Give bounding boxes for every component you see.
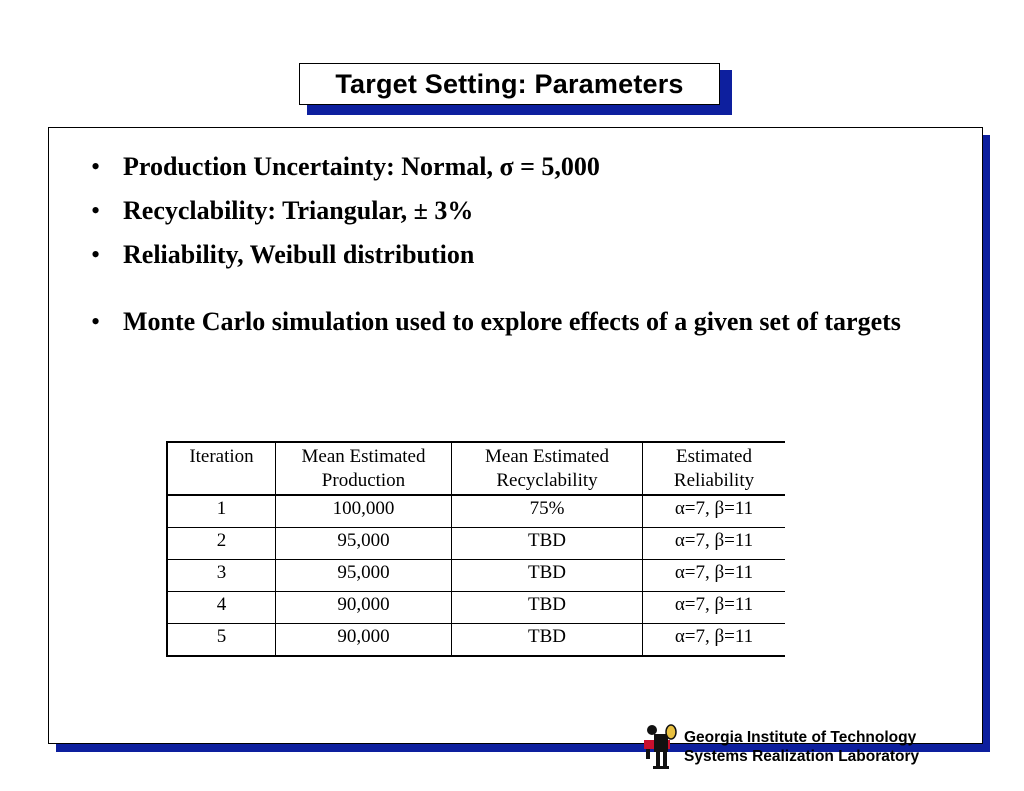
bullet-dot: • [91, 196, 101, 225]
cell-reliability: α=7, β=11 [643, 528, 786, 560]
bullet-item [91, 305, 911, 338]
parameters-table [166, 441, 785, 657]
cell-reliability: α=7, β=11 [643, 495, 786, 528]
table-row [167, 624, 785, 657]
logo-leg-left [656, 752, 660, 766]
bullet-item [91, 194, 911, 227]
bullet-item [91, 238, 911, 271]
bullet-text: Recyclability: Triangular, ± 3% [123, 196, 474, 225]
cell-recyclability: 75% [452, 495, 643, 528]
cell-reliability: α=7, β=11 [643, 592, 786, 624]
table-header-row [167, 442, 785, 495]
cell-reliability: α=7, β=11 [643, 624, 786, 657]
bullet-text: Monte Carlo simulation used to explore effects of a given set of targets [123, 307, 901, 336]
header-production: Mean Estimated Production [276, 442, 452, 495]
header-iteration: Iteration [167, 442, 276, 495]
logo-leg-right [663, 752, 667, 766]
table-row [167, 592, 785, 624]
cell-iteration: 5 [167, 624, 276, 657]
table-row [167, 560, 785, 592]
cell-iteration: 1 [167, 495, 276, 528]
bullet-item [91, 150, 911, 183]
logo-head [647, 725, 657, 735]
logo-body [654, 734, 668, 752]
logo-wing [666, 725, 676, 739]
cell-recyclability: TBD [452, 528, 643, 560]
cell-production: 90,000 [276, 624, 452, 657]
table-row [167, 528, 785, 560]
logo-arm [646, 749, 650, 759]
cell-recyclability: TBD [452, 624, 643, 657]
cell-reliability: α=7, β=11 [643, 560, 786, 592]
cell-production: 90,000 [276, 592, 452, 624]
header-recyclability: Mean Estimated Recyclability [452, 442, 643, 495]
slide-title: Target Setting: Parameters [335, 68, 684, 99]
institution-name: Georgia Institute of Technology [684, 729, 917, 746]
bullet-dot: • [91, 152, 101, 181]
cell-iteration: 3 [167, 560, 276, 592]
logo-base [653, 766, 669, 769]
bullet-text: Production Uncertainty: Normal, σ = 5,000 [123, 152, 600, 181]
cell-recyclability: TBD [452, 560, 643, 592]
cell-production: 100,000 [276, 495, 452, 528]
bullet-dot: • [91, 307, 101, 336]
bullet-dot: • [91, 240, 101, 269]
institution-label [684, 728, 919, 766]
cell-recyclability: TBD [452, 592, 643, 624]
table-row [167, 495, 785, 528]
bullet-list [91, 150, 911, 349]
bullet-text: Reliability, Weibull distribution [123, 240, 475, 269]
title-box [299, 63, 720, 105]
header-reliability: Estimated Reliability [643, 442, 786, 495]
cell-production: 95,000 [276, 560, 452, 592]
cell-production: 95,000 [276, 528, 452, 560]
lab-name: Systems Realization Laboratory [684, 748, 920, 765]
cell-iteration: 2 [167, 528, 276, 560]
georgia-tech-logo-icon [641, 722, 683, 770]
cell-iteration: 4 [167, 592, 276, 624]
